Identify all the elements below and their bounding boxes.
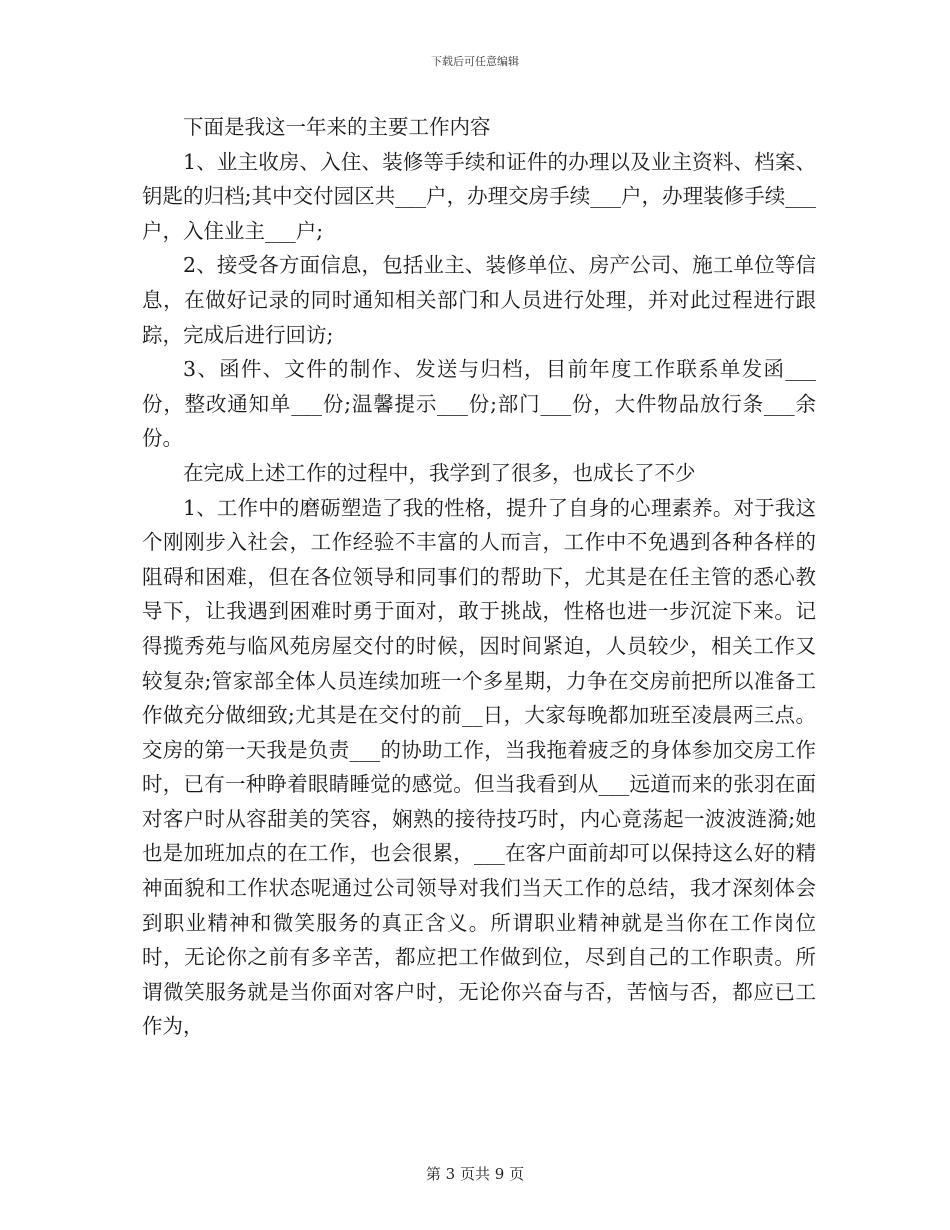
paragraph-item-1: 1、业主收房、入住、装修等手续和证件的办理以及业主资料、档案、钥匙的归档;其中交付园区共___户，办理交房手续___户，办理装修手续___户，入住业主___户; bbox=[142, 149, 816, 243]
paragraph-item-3: 3、函件、文件的制作、发送与归档，目前年度工作联系单发函___份，整改通知单___份;温馨提示___份;部门___份，大件物品放行条___余份。 bbox=[142, 357, 816, 451]
paragraph-lesson-1: 1、工作中的磨砺塑造了我的性格，提升了自身的心理素养。对于我这个刚刚步入社会，工作经验不丰富的人而言，工作中不免遇到各种各样的阻碍和困难，但在各位领导和同事们的帮助下，尤其是在任主管的悉心教导下，让我遇到困难时勇于面对，敢于挑战，性格也进一步沉淀下来。记得揽秀苑与临风苑房屋交付的时候，因时间紧迫，人员较少，相关工作又较复杂;管家部全体人员连续加班一个多星期，力争在交房前把所以准备工作做充分做细致;尤其是在交付的前__日，大家每晚都加班至凌晨两三点。交房的第一天我是负责___的协助工作，当我拖着疲乏的身体参加交房工作时，已有一种睁着眼睛睡觉的感觉。但当我看到从___远道而来的张羽在面对客户时从容甜美的笑容，娴熟的接待技巧时，内心竟荡起一波波涟漪;她也是加班加点的在工作，也会很累，___在客户面前却可以保持这么好的精神面貌和工作状态呢通过公司领导对我们当天工作的总结，我才深刻体会到职业精神和微笑服务的真正含义。所谓职业精神就是当你在工作岗位时，无论你之前有多辛苦，都应把工作做到位，尽到自己的工作职责。所谓微笑服务就是当你面对客户时，无论你兴奋与否，苦恼与否，都应已工作为， bbox=[142, 495, 816, 1039]
paragraph-item-2: 2、接受各方面信息，包括业主、装修单位、房产公司、施工单位等信息，在做好记录的同时通知相关部门和人员进行处理，并对此过程进行跟踪，完成后进行回访; bbox=[142, 253, 816, 347]
page-number-footer: 第 3 页共 9 页 bbox=[425, 1165, 525, 1183]
page-header-note: 下载后可任意编辑 bbox=[431, 55, 519, 68]
document-body bbox=[142, 110, 816, 1044]
paragraph-intro: 下面是我这一年来的主要工作内容 bbox=[183, 115, 491, 139]
paragraph-summary-heading: 在完成上述工作的过程中，我学到了很多，也成长了不少 bbox=[183, 460, 696, 485]
